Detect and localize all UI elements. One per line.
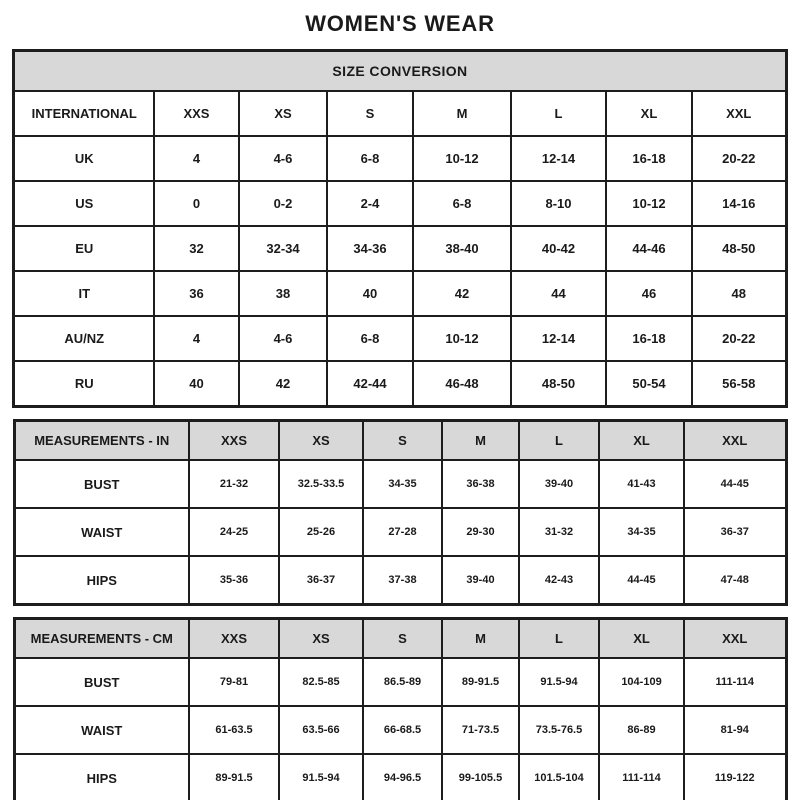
size-value: 4 [154, 316, 239, 361]
size-value: 8-10 [511, 181, 606, 226]
measurement-value: 29-30 [442, 508, 519, 556]
size-value: 32 [154, 226, 239, 271]
table-row [14, 361, 786, 407]
size-value: 10-12 [606, 181, 692, 226]
measurement-value: 91.5-94 [519, 658, 599, 706]
table-column-header-row [14, 91, 786, 136]
measurements-in-header: MEASUREMENTS - IN [14, 421, 189, 461]
measurement-value: 82.5-85 [279, 658, 363, 706]
measurements-in-table [13, 419, 788, 606]
size-value: 42 [239, 361, 327, 407]
column-header: M [442, 421, 519, 461]
size-value: 40 [154, 361, 239, 407]
table-row [14, 271, 786, 316]
measurement-value: 39-40 [519, 460, 599, 508]
measurement-value: 34-35 [363, 460, 442, 508]
table-row [14, 136, 786, 181]
measurement-value: 47-48 [684, 556, 786, 605]
column-header: XS [239, 91, 327, 136]
measurement-value: 37-38 [363, 556, 442, 605]
row-label: HIPS [14, 754, 189, 800]
size-value: 0 [154, 181, 239, 226]
column-header: INTERNATIONAL [14, 91, 154, 136]
measurement-value: 21-32 [189, 460, 279, 508]
measurement-value: 71-73.5 [442, 706, 519, 754]
column-header: M [442, 619, 519, 659]
size-value: 40 [327, 271, 413, 316]
measurement-value: 63.5-66 [279, 706, 363, 754]
measurement-value: 104-109 [599, 658, 684, 706]
size-value: 20-22 [692, 136, 786, 181]
measurement-value: 25-26 [279, 508, 363, 556]
size-value: 38 [239, 271, 327, 316]
size-value: 14-16 [692, 181, 786, 226]
table-row [14, 658, 786, 706]
column-header: XXL [692, 91, 786, 136]
column-header: XXS [189, 619, 279, 659]
column-header: S [363, 619, 442, 659]
measurements-cm-header: MEASUREMENTS - CM [14, 619, 189, 659]
page-title: WOMEN'S WEAR [305, 11, 495, 36]
measurement-value: 111-114 [599, 754, 684, 800]
measurement-value: 66-68.5 [363, 706, 442, 754]
measurement-value: 79-81 [189, 658, 279, 706]
table-column-header-row [14, 421, 786, 461]
measurement-value: 27-28 [363, 508, 442, 556]
column-header: XS [279, 619, 363, 659]
size-value: 36 [154, 271, 239, 316]
size-value: 12-14 [511, 316, 606, 361]
column-header: XL [599, 421, 684, 461]
measurement-value: 41-43 [599, 460, 684, 508]
table-column-header-row [14, 619, 786, 659]
measurement-value: 91.5-94 [279, 754, 363, 800]
size-value: 6-8 [413, 181, 511, 226]
measurement-value: 89-91.5 [189, 754, 279, 800]
row-label: IT [14, 271, 154, 316]
measurement-value: 31-32 [519, 508, 599, 556]
size-value: 46 [606, 271, 692, 316]
measurement-value: 81-94 [684, 706, 786, 754]
row-label: AU/NZ [14, 316, 154, 361]
table-row [14, 181, 786, 226]
measurement-value: 111-114 [684, 658, 786, 706]
row-label: WAIST [14, 706, 189, 754]
measurement-value: 44-45 [684, 460, 786, 508]
table-row [14, 706, 786, 754]
column-header: XXL [684, 619, 786, 659]
measurement-value: 39-40 [442, 556, 519, 605]
size-value: 10-12 [413, 316, 511, 361]
size-value: 50-54 [606, 361, 692, 407]
size-value: 4-6 [239, 316, 327, 361]
column-header: XXL [684, 421, 786, 461]
size-value: 12-14 [511, 136, 606, 181]
measurement-value: 73.5-76.5 [519, 706, 599, 754]
row-label: WAIST [14, 508, 189, 556]
measurements-cm-table [13, 617, 788, 800]
measurement-value: 61-63.5 [189, 706, 279, 754]
column-header: XXS [189, 421, 279, 461]
size-value: 0-2 [239, 181, 327, 226]
column-header: L [519, 421, 599, 461]
measurement-value: 119-122 [684, 754, 786, 800]
measurement-value: 101.5-104 [519, 754, 599, 800]
size-value: 6-8 [327, 316, 413, 361]
table-row [14, 460, 786, 508]
size-value: 44-46 [606, 226, 692, 271]
column-header: XL [599, 619, 684, 659]
size-value: 40-42 [511, 226, 606, 271]
size-value: 38-40 [413, 226, 511, 271]
size-value: 2-4 [327, 181, 413, 226]
row-label: HIPS [14, 556, 189, 605]
size-value: 48 [692, 271, 786, 316]
column-header: XXS [154, 91, 239, 136]
table-row [14, 556, 786, 605]
column-header: S [363, 421, 442, 461]
table-row [14, 508, 786, 556]
column-header: M [413, 91, 511, 136]
measurement-value: 35-36 [189, 556, 279, 605]
size-value: 48-50 [511, 361, 606, 407]
size-value: 48-50 [692, 226, 786, 271]
row-label: BUST [14, 658, 189, 706]
size-conversion-header: SIZE CONVERSION [14, 51, 786, 92]
row-label: UK [14, 136, 154, 181]
table-header-band [14, 51, 786, 92]
size-value: 42 [413, 271, 511, 316]
measurement-value: 44-45 [599, 556, 684, 605]
measurement-value: 34-35 [599, 508, 684, 556]
size-value: 4-6 [239, 136, 327, 181]
column-header: XL [606, 91, 692, 136]
size-value: 32-34 [239, 226, 327, 271]
measurement-value: 42-43 [519, 556, 599, 605]
measurement-value: 89-91.5 [442, 658, 519, 706]
table-row [14, 754, 786, 800]
measurement-value: 36-38 [442, 460, 519, 508]
column-header: L [519, 619, 599, 659]
measurement-value: 99-105.5 [442, 754, 519, 800]
table-row [14, 316, 786, 361]
measurement-value: 32.5-33.5 [279, 460, 363, 508]
size-value: 4 [154, 136, 239, 181]
size-value: 56-58 [692, 361, 786, 407]
size-conversion-table [12, 49, 787, 408]
row-label: BUST [14, 460, 189, 508]
size-value: 20-22 [692, 316, 786, 361]
size-value: 44 [511, 271, 606, 316]
measurement-value: 86-89 [599, 706, 684, 754]
measurement-value: 36-37 [684, 508, 786, 556]
row-label: US [14, 181, 154, 226]
size-value: 16-18 [606, 136, 692, 181]
size-value: 10-12 [413, 136, 511, 181]
size-value: 42-44 [327, 361, 413, 407]
row-label: EU [14, 226, 154, 271]
column-header: L [511, 91, 606, 136]
measurement-value: 94-96.5 [363, 754, 442, 800]
size-value: 6-8 [327, 136, 413, 181]
row-label: RU [14, 361, 154, 407]
column-header: XS [279, 421, 363, 461]
size-value: 46-48 [413, 361, 511, 407]
measurement-value: 24-25 [189, 508, 279, 556]
measurement-value: 86.5-89 [363, 658, 442, 706]
size-value: 34-36 [327, 226, 413, 271]
table-row [14, 226, 786, 271]
size-value: 16-18 [606, 316, 692, 361]
measurement-value: 36-37 [279, 556, 363, 605]
column-header: S [327, 91, 413, 136]
